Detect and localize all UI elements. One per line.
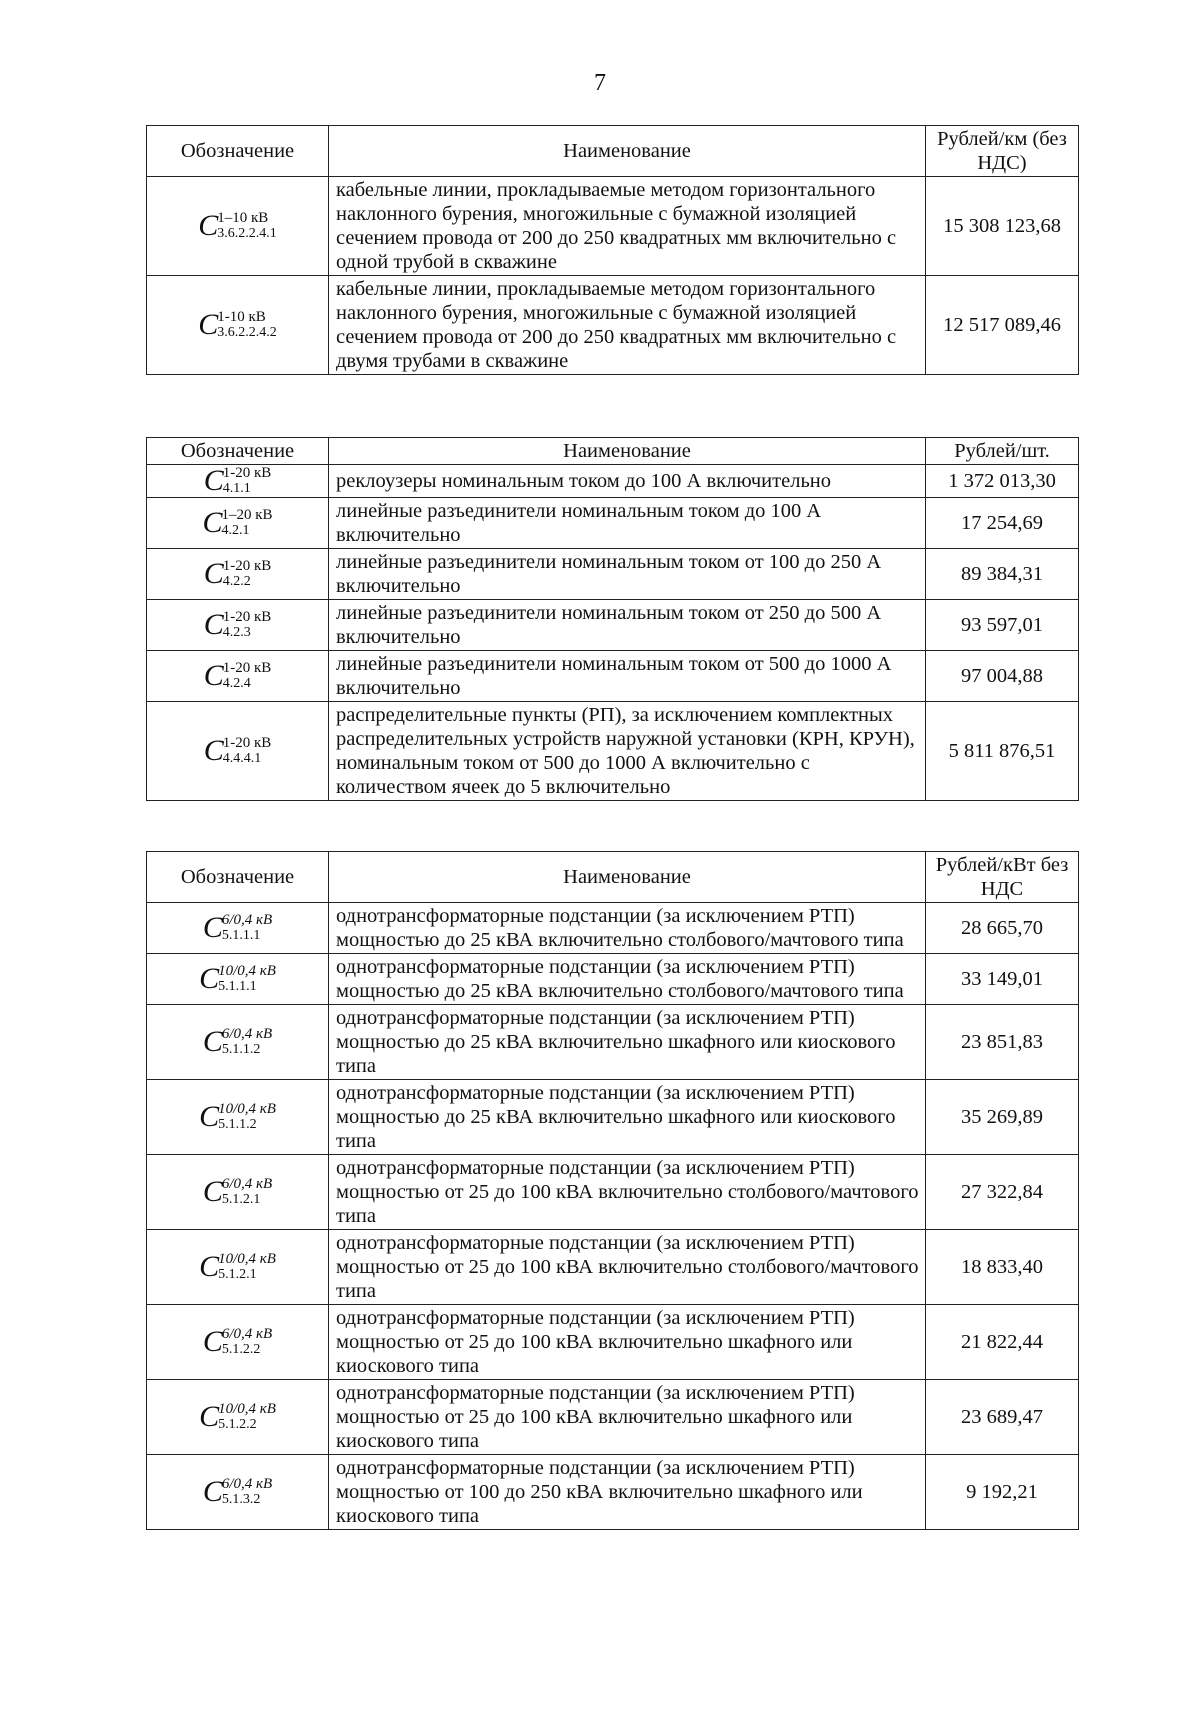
item-name: реклоузеры номинальным током до 100 А включительно	[329, 465, 926, 498]
item-name: однотрансформаторные подстанции (за исключением РТП) мощностью от 100 до 250 кВА включительно шкафного или киоскового типа	[329, 1455, 926, 1530]
header-designation: Обозначение	[147, 126, 329, 177]
symbol-subscript: 5.1.1.1	[218, 979, 257, 994]
symbol-letter: C	[202, 506, 223, 539]
symbol-letter: C	[199, 1250, 220, 1283]
price-value: 18 833,40	[926, 1230, 1079, 1305]
table-row	[147, 1080, 1079, 1155]
designation-symbol	[199, 1251, 276, 1283]
symbol-subscript: 5.1.1.2	[218, 1117, 257, 1132]
item-name: однотрансформаторные подстанции (за исключением РТП) мощностью от 25 до 100 кВА включительно столбового/мачтового типа	[329, 1230, 926, 1305]
symbol-letter: C	[202, 911, 223, 944]
price-value: 23 851,83	[926, 1005, 1079, 1080]
price-value: 93 597,01	[926, 600, 1079, 651]
designation-symbol	[198, 210, 277, 242]
page-number: 7	[594, 70, 606, 96]
symbol-letter: C	[203, 659, 224, 692]
symbol-superscript: 6/0,4 кВ	[221, 1176, 273, 1192]
symbol-subscript: 4.2.1	[221, 523, 250, 538]
item-name: однотрансформаторные подстанции (за исключением РТП) мощностью до 25 кВА включительно столбового/мачтового типа	[329, 954, 926, 1005]
designation-cell	[147, 1455, 329, 1530]
table-row	[147, 498, 1079, 549]
symbol-superscript: 10/0,4 кВ	[218, 1101, 276, 1117]
symbol-superscript: 1–10 кВ	[217, 210, 269, 226]
symbol-superscript: 1-20 кВ	[222, 465, 272, 481]
table-row	[147, 465, 1079, 498]
designation-symbol	[203, 912, 272, 944]
symbol-superscript: 1-10 кВ	[217, 309, 266, 325]
symbol-superscript: 6/0,4 кВ	[221, 1326, 273, 1342]
designation-cell	[147, 702, 329, 801]
price-value: 23 689,47	[926, 1380, 1079, 1455]
item-name: однотрансформаторные подстанции (за исключением РТП) мощностью от 25 до 100 кВА включительно столбового/мачтового типа	[329, 1155, 926, 1230]
designation-cell	[147, 1380, 329, 1455]
price-value: 9 192,21	[926, 1455, 1079, 1530]
symbol-letter: C	[203, 464, 224, 497]
switching-equipment-table	[146, 437, 1079, 801]
designation-cell	[147, 1230, 329, 1305]
symbol-letter: C	[199, 962, 220, 995]
symbol-superscript: 6/0,4 кВ	[221, 912, 273, 928]
item-name: распределительные пункты (РП), за исключением комплектных распределительных устройств наружной установки (КРН, КРУН), номинальным током от 500 до 1000 А включительно с количеством ячеек до 5 включительно	[329, 702, 926, 801]
designation-cell	[147, 903, 329, 954]
designation-symbol	[202, 507, 272, 539]
item-name: линейные разъединители номинальным током до 100 А включительно	[329, 498, 926, 549]
table-row	[147, 177, 1079, 276]
table-row	[147, 1455, 1079, 1530]
price-value: 21 822,44	[926, 1305, 1079, 1380]
designation-cell	[147, 177, 329, 276]
designation-symbol	[203, 1026, 272, 1058]
price-value: 1 372 013,30	[926, 465, 1079, 498]
designation-cell	[147, 651, 329, 702]
symbol-letter: C	[203, 557, 224, 590]
item-name: кабельные линии, прокладываемые методом горизонтального наклонного бурения, многожильные с бумажной изоляцией сечением провода от 200 до 250 квадратных мм включительно с одной трубой в скважине	[329, 177, 926, 276]
symbol-superscript: 1-20 кВ	[222, 609, 272, 625]
item-name: однотрансформаторные подстанции (за исключением РТП) мощностью до 25 кВА включительно столбового/мачтового типа	[329, 903, 926, 954]
designation-cell	[147, 600, 329, 651]
price-value: 27 322,84	[926, 1155, 1079, 1230]
header-unit: Рублей/кВт без НДС	[926, 852, 1079, 903]
symbol-subscript: 5.1.2.2	[221, 1342, 261, 1357]
symbol-subscript: 4.2.4	[222, 676, 251, 691]
price-value: 17 254,69	[926, 498, 1079, 549]
price-value: 28 665,70	[926, 903, 1079, 954]
table-row	[147, 702, 1079, 801]
item-name: однотрансформаторные подстанции (за исключением РТП) мощностью до 25 кВА включительно шкафного или киоскового типа	[329, 1005, 926, 1080]
designation-cell	[147, 465, 329, 498]
item-name: однотрансформаторные подстанции (за исключением РТП) мощностью до 25 кВА включительно шкафного или киоскового типа	[329, 1080, 926, 1155]
item-name: кабельные линии, прокладываемые методом горизонтального наклонного бурения, многожильные с бумажной изоляцией сечением провода от 200 до 250 квадратных мм включительно с двумя трубами в скважине	[329, 276, 926, 375]
header-designation: Обозначение	[147, 852, 329, 903]
designation-symbol	[203, 1476, 272, 1508]
table-row	[147, 1380, 1079, 1455]
symbol-letter: C	[198, 308, 219, 341]
symbol-letter: C	[202, 1475, 223, 1508]
symbol-subscript: 3.6.2.2.4.2	[217, 325, 277, 340]
designation-symbol	[204, 735, 272, 767]
symbol-subscript: 4.2.2	[222, 574, 251, 589]
table-row	[147, 600, 1079, 651]
designation-cell	[147, 549, 329, 600]
designation-symbol	[203, 1326, 272, 1358]
designation-cell	[147, 1005, 329, 1080]
designation-symbol	[199, 1401, 276, 1433]
symbol-subscript: 4.4.4.1	[222, 751, 262, 766]
designation-symbol	[198, 309, 277, 341]
designation-symbol	[204, 465, 272, 497]
symbol-letter: C	[202, 1325, 223, 1358]
table-row	[147, 651, 1079, 702]
designation-cell	[147, 954, 329, 1005]
symbol-superscript: 1-20 кВ	[222, 558, 272, 574]
price-value: 33 149,01	[926, 954, 1079, 1005]
symbol-letter: C	[202, 1175, 223, 1208]
symbol-subscript: 3.6.2.2.4.1	[217, 226, 277, 241]
table-row	[147, 276, 1079, 375]
table-row	[147, 1155, 1079, 1230]
symbol-superscript: 6/0,4 кВ	[221, 1026, 273, 1042]
header-name: Наименование	[329, 438, 926, 465]
designation-symbol	[199, 963, 276, 995]
designation-cell	[147, 1305, 329, 1380]
price-value: 12 517 089,46	[926, 276, 1079, 375]
symbol-superscript: 10/0,4 кВ	[218, 1401, 276, 1417]
table-row	[147, 549, 1079, 600]
price-value: 15 308 123,68	[926, 177, 1079, 276]
symbol-subscript: 5.1.1.2	[221, 1042, 261, 1057]
designation-symbol	[204, 660, 272, 692]
symbol-subscript: 4.1.1	[222, 481, 251, 496]
symbol-subscript: 5.1.1.1	[221, 928, 261, 943]
item-name: однотрансформаторные подстанции (за исключением РТП) мощностью от 25 до 100 кВА включительно шкафного или киоскового типа	[329, 1305, 926, 1380]
header-unit: Рублей/км (без НДС)	[926, 126, 1079, 177]
price-value: 5 811 876,51	[926, 702, 1079, 801]
price-value: 89 384,31	[926, 549, 1079, 600]
symbol-superscript: 1-20 кВ	[222, 735, 272, 751]
designation-symbol	[204, 609, 272, 641]
designation-cell	[147, 1155, 329, 1230]
designation-cell	[147, 1080, 329, 1155]
symbol-superscript: 10/0,4 кВ	[218, 963, 276, 979]
header-name: Наименование	[329, 852, 926, 903]
symbol-letter: C	[202, 1025, 223, 1058]
symbol-letter: C	[199, 1100, 220, 1133]
symbol-letter: C	[203, 608, 224, 641]
symbol-superscript: 1–20 кВ	[221, 507, 273, 523]
cable-lines-table	[146, 125, 1079, 375]
symbol-subscript: 4.2.3	[222, 625, 251, 640]
item-name: линейные разъединители номинальным током от 100 до 250 А включительно	[329, 549, 926, 600]
item-name: линейные разъединители номинальным током от 500 до 1000 А включительно	[329, 651, 926, 702]
designation-symbol	[199, 1101, 276, 1133]
symbol-letter: C	[203, 734, 224, 767]
table-row	[147, 903, 1079, 954]
table-row	[147, 1005, 1079, 1080]
designation-symbol	[203, 1176, 272, 1208]
table-row	[147, 1230, 1079, 1305]
symbol-superscript: 10/0,4 кВ	[218, 1251, 276, 1267]
header-unit: Рублей/шт.	[926, 438, 1079, 465]
price-value: 97 004,88	[926, 651, 1079, 702]
designation-symbol	[204, 558, 272, 590]
substations-table	[146, 851, 1079, 1530]
table-row	[147, 954, 1079, 1005]
symbol-subscript: 5.1.2.2	[218, 1417, 257, 1432]
designation-cell	[147, 276, 329, 375]
header-designation: Обозначение	[147, 438, 329, 465]
table-row	[147, 1305, 1079, 1380]
item-name: линейные разъединители номинальным током от 250 до 500 А включительно	[329, 600, 926, 651]
symbol-subscript: 5.1.3.2	[221, 1492, 261, 1507]
designation-cell	[147, 498, 329, 549]
symbol-letter: C	[199, 1400, 220, 1433]
item-name: однотрансформаторные подстанции (за исключением РТП) мощностью от 25 до 100 кВА включительно шкафного или киоскового типа	[329, 1380, 926, 1455]
symbol-letter: C	[198, 209, 219, 242]
price-value: 35 269,89	[926, 1080, 1079, 1155]
symbol-subscript: 5.1.2.1	[221, 1192, 261, 1207]
symbol-subscript: 5.1.2.1	[218, 1267, 257, 1282]
header-name: Наименование	[329, 126, 926, 177]
symbol-superscript: 6/0,4 кВ	[221, 1476, 273, 1492]
symbol-superscript: 1-20 кВ	[222, 660, 272, 676]
